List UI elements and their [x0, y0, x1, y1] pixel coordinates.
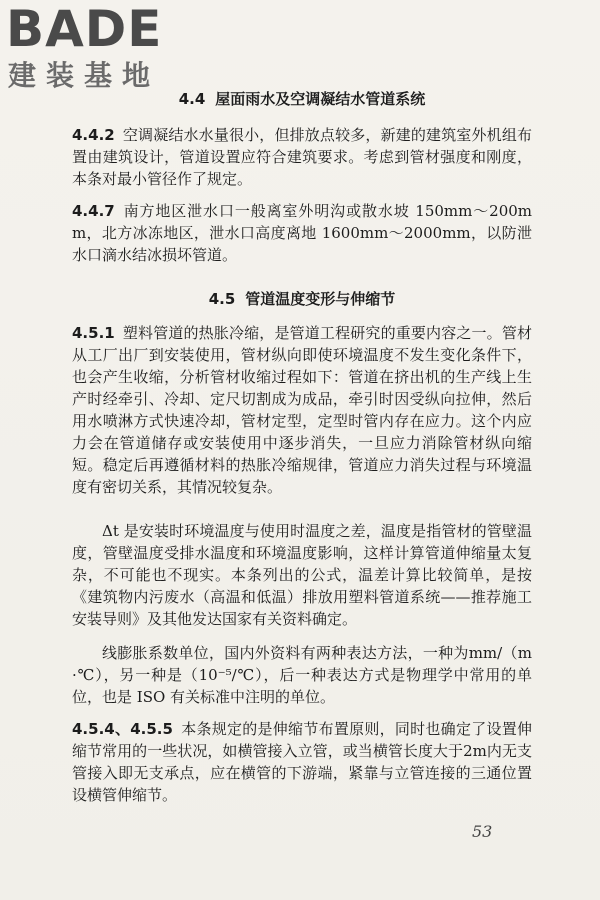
clause-4-5-4-4-5-5	[72, 718, 532, 806]
clause-number: 4.5.1	[72, 324, 115, 342]
logo-wordmark: BADE	[6, 0, 163, 58]
section-title: 管道温度变形与伸缩节	[245, 290, 396, 308]
clause-number: 4.4.7	[72, 202, 115, 220]
bade-logo	[6, 0, 176, 96]
section-title: 屋面雨水及空调凝结水管道系统	[215, 90, 426, 108]
clause-number: 4.4.2	[72, 126, 115, 144]
clause-4-5-1	[72, 322, 532, 498]
section-number: 4.5	[208, 290, 236, 308]
clause-4-5-1-paragraph-3	[72, 642, 532, 708]
clause-4-4-7	[72, 200, 532, 266]
section-heading-4-4	[72, 88, 532, 110]
section-heading-4-5	[72, 288, 532, 310]
clause-text: 本条规定的是伸缩节布置原则，同时也确定了设置伸缩节常用的一些状况，如横管接入立管，或当横管长度大于2m内无支管接入即无支承点，应在横管的下游端，紧靠与立管连接的三通位置设横管伸缩节。	[72, 720, 532, 804]
page-number: 53	[472, 822, 493, 841]
clause-4-4-2	[72, 124, 532, 190]
section-number: 4.4	[178, 90, 206, 108]
paragraph-text: Δt 是安装时环境温度与使用时温度之差，温度是指管材的管壁温度，管壁温度受排水温度和环境温度影响，这样计算管道伸缩量太复杂，不可能也不现实。本条列出的公式，温差计算比较简单，是按《建筑物内污废水（高温和低温）排放用塑料管道系统——推荐施工安装导则》及其他发达国家有关资料确定。	[72, 522, 532, 628]
clause-text: 塑料管道的热胀冷缩，是管道工程研究的重要内容之一。管材从工厂出厂到安装使用，管材纵向即使环境温度不发生变化条件下，也会产生收缩，分析管材收缩过程如下：管道在挤出机的生产线上生产时经牵引、冷却、定尺切割成为成品，牵引时因受纵向拉伸，然后用水喷淋方式快速冷却，管材定型，定型时管内存在应力。这个内应力会在管道储存或安装使用中逐步消失，一旦应力消除管材纵向缩短。稳定后再遵循材料的热胀冷缩规律，管道应力消失过程与环境温度有密切关系，其情况较复杂。	[72, 324, 532, 496]
paragraph-text: 线膨胀系数单位，国内外资料有两种表达方法，一种为mm/（m·℃），另一种是（10⁻⁵/℃），后一种表达方式是物理学中常用的单位，也是 ISO 有关标准中注明的单位。	[72, 644, 532, 706]
clause-text: 空调凝结水水量很小，但排放点较多，新建的建筑室外机组布置由建筑设计，管道设置应符合建筑要求。考虑到管材强度和刚度，本条对最小管径作了规定。	[72, 126, 532, 188]
clause-4-5-1-paragraph-2	[72, 520, 532, 630]
logo-subtitle: 建装基地	[8, 59, 161, 92]
clause-text: 南方地区泄水口一般离室外明沟或散水坡 150mm～200mm，北方冰冻地区，泄水口高度离地 1600mm～2000mm，以防泄水口滴水结冰损坏管道。	[72, 202, 532, 264]
clause-number: 4.5.4、4.5.5	[72, 720, 173, 738]
